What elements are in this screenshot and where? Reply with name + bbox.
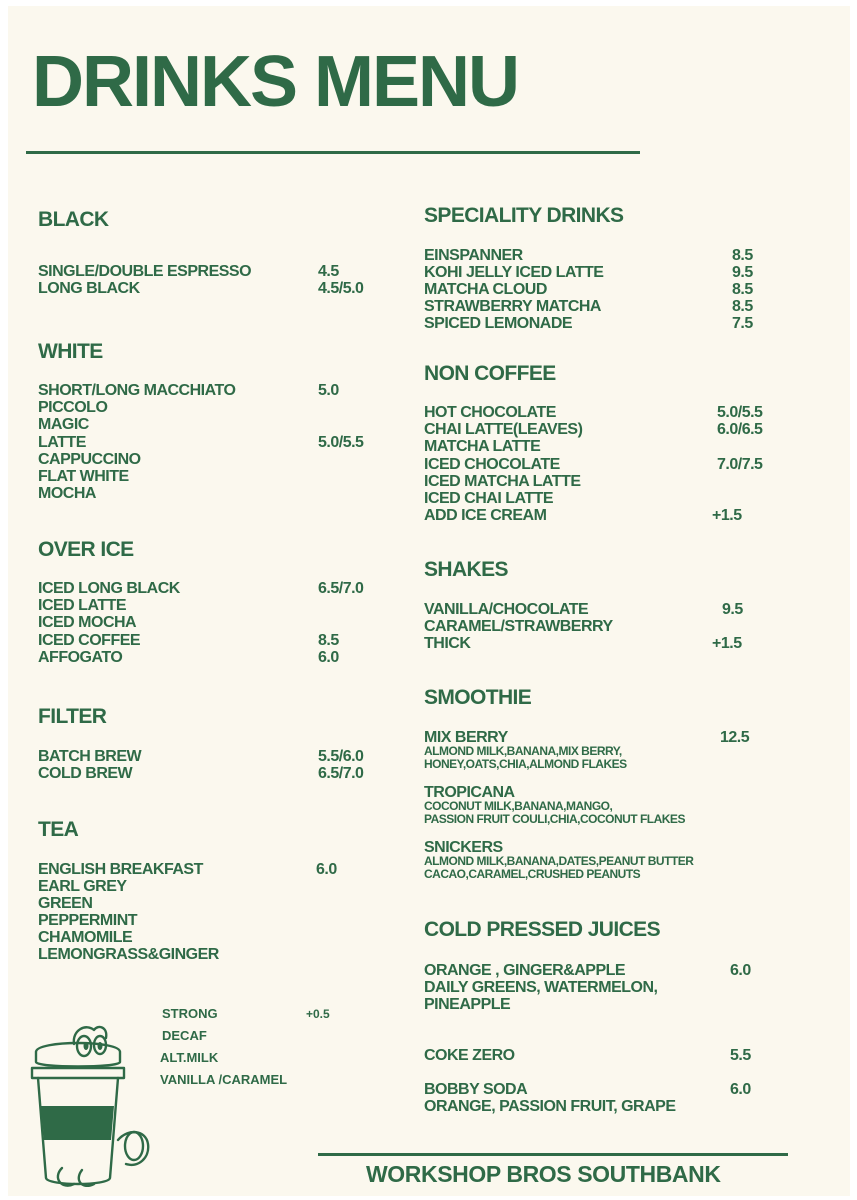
extra-alt-milk: ALT.MILK: [160, 1050, 219, 1065]
item-price: 5.5: [730, 1047, 751, 1064]
item-price: 9.5: [732, 264, 753, 281]
item-name: ICED LONG BLACK: [38, 580, 180, 597]
section-heading-shakes: SHAKES: [424, 558, 508, 581]
item-name: VANILLA/CHOCOLATE: [424, 601, 589, 618]
menu-page: [8, 6, 850, 1196]
item-name: BOBBY SODA: [424, 1081, 528, 1098]
item-name: AFFOGATO: [38, 649, 123, 666]
item-price: 12.5: [720, 729, 750, 746]
item-name: COLD BREW: [38, 765, 133, 782]
item-name: ENGLISH BREAKFAST: [38, 861, 203, 878]
item-price: 9.5: [722, 601, 743, 618]
section-heading-speciality-drinks: SPECIALITY DRINKS: [424, 204, 624, 227]
item-price: 6.5/7.0: [318, 580, 364, 597]
item-name: COKE ZERO: [424, 1047, 515, 1064]
item-price: 6.0: [730, 962, 751, 979]
item-price: +1.5: [712, 635, 742, 652]
section-heading-filter: FILTER: [38, 705, 107, 728]
item-name: LONG BLACK: [38, 280, 140, 297]
item-name: ICED COFFEE: [38, 632, 141, 649]
title-divider: [26, 151, 640, 154]
item-price: 8.5: [318, 632, 339, 649]
item-price: 4.5/5.0: [318, 280, 364, 297]
item-price: 5.5/6.0: [318, 748, 364, 765]
item-name: ICED MATCHA LATTE: [424, 473, 581, 490]
item-name: PEPPERMINT: [38, 912, 138, 929]
item-description: ALMOND MILK,BANANA,MIX BERRY,: [424, 744, 622, 758]
item-name: MIX BERRY: [424, 729, 508, 746]
section-heading-smoothie: SMOOTHIE: [424, 686, 532, 709]
item-name: KOHI JELLY ICED LATTE: [424, 264, 604, 281]
item-name: HOT CHOCOLATE: [424, 404, 556, 421]
item-name: SHORT/LONG MACCHIATO: [38, 382, 236, 399]
item-name: CHAMOMILE: [38, 929, 133, 946]
item-name: SINGLE/DOUBLE ESPRESSO: [38, 263, 252, 280]
item-name: SPICED LEMONADE: [424, 315, 573, 332]
item-name: CHAI LATTE(LEAVES): [424, 421, 583, 438]
item-name: MATCHA CLOUD: [424, 281, 547, 298]
item-name: EARL GREY: [38, 878, 127, 895]
extra-decaf: DECAF: [162, 1028, 207, 1043]
item-name: GREEN: [38, 895, 93, 912]
item-price: 4.5: [318, 263, 339, 280]
footer-location: WORKSHOP BROS SOUTHBANK: [366, 1161, 721, 1187]
item-price: 6.0: [316, 861, 337, 878]
item-name: FLAT WHITE: [38, 468, 129, 485]
item-price: 6.0: [730, 1081, 751, 1098]
item-name: TROPICANA: [424, 784, 515, 801]
item-name: PICCOLO: [38, 399, 108, 416]
extra-vanilla-caramel: VANILLA /CARAMEL: [160, 1072, 288, 1087]
item-name: ICED CHAI LATTE: [424, 490, 554, 507]
item-price: 6.5/7.0: [318, 765, 364, 782]
item-price: 8.5: [732, 281, 753, 298]
item-name: BATCH BREW: [38, 748, 142, 765]
item-description: HONEY,OATS,CHIA,ALMOND FLAKES: [424, 757, 627, 771]
item-name: LATTE: [38, 434, 86, 451]
item-price: +1.5: [712, 507, 742, 524]
item-price: 6.0/6.5: [717, 421, 763, 438]
item-name: MATCHA LATTE: [424, 438, 541, 455]
item-description: CACAO,CARAMEL,CRUSHED PEANUTS: [424, 867, 641, 881]
item-price: 7.5: [732, 315, 753, 332]
extra-strong: STRONG: [162, 1006, 218, 1021]
item-price: 8.5: [732, 247, 753, 264]
extra-price: +0.5: [306, 1007, 330, 1021]
section-heading-black: BLACK: [38, 208, 109, 231]
item-description: ALMOND MILK,BANANA,DATES,PEANUT BUTTER: [424, 854, 694, 868]
section-heading-white: WHITE: [38, 340, 103, 363]
item-name: ICED LATTE: [38, 597, 127, 614]
item-name: STRAWBERRY MATCHA: [424, 298, 601, 315]
item-name: THICK: [424, 635, 471, 652]
item-name: ORANGE, PASSION FRUIT, GRAPE: [424, 1098, 676, 1115]
footer-divider: [318, 1153, 788, 1156]
item-name: CARAMEL/STRAWBERRY: [424, 618, 613, 635]
item-name: ORANGE , GINGER&APPLE: [424, 962, 626, 979]
section-heading-non-coffee: NON COFFEE: [424, 362, 556, 385]
item-name: DAILY GREENS, WATERMELON,: [424, 979, 658, 996]
coffee-cup-mascot-icon: [22, 1018, 152, 1190]
page-title: DRINKS MENU: [32, 42, 519, 122]
item-name: ICED CHOCOLATE: [424, 456, 560, 473]
item-name: ICED MOCHA: [38, 614, 137, 631]
section-heading-tea: TEA: [38, 818, 79, 841]
section-heading-over-ice: OVER ICE: [38, 538, 134, 561]
item-name: LEMONGRASS&GINGER: [38, 946, 219, 963]
item-price: 5.0/5.5: [318, 434, 364, 451]
item-description: PASSION FRUIT COULI,CHIA,COCONUT FLAKES: [424, 812, 685, 826]
item-name: SNICKERS: [424, 839, 503, 856]
item-name: PINEAPPLE: [424, 996, 511, 1013]
item-name: EINSPANNER: [424, 247, 523, 264]
item-price: 6.0: [318, 649, 339, 666]
item-price: 8.5: [732, 298, 753, 315]
item-name: MOCHA: [38, 485, 96, 502]
item-name: ADD ICE CREAM: [424, 507, 547, 524]
item-name: CAPPUCCINO: [38, 451, 141, 468]
section-heading-cold-pressed-juices: COLD PRESSED JUICES: [424, 918, 660, 941]
item-price: 5.0/5.5: [717, 404, 763, 421]
item-description: COCONUT MILK,BANANA,MANGO,: [424, 799, 613, 813]
item-price: 7.0/7.5: [717, 456, 763, 473]
item-name: MAGIC: [38, 416, 89, 433]
item-price: 5.0: [318, 382, 339, 399]
